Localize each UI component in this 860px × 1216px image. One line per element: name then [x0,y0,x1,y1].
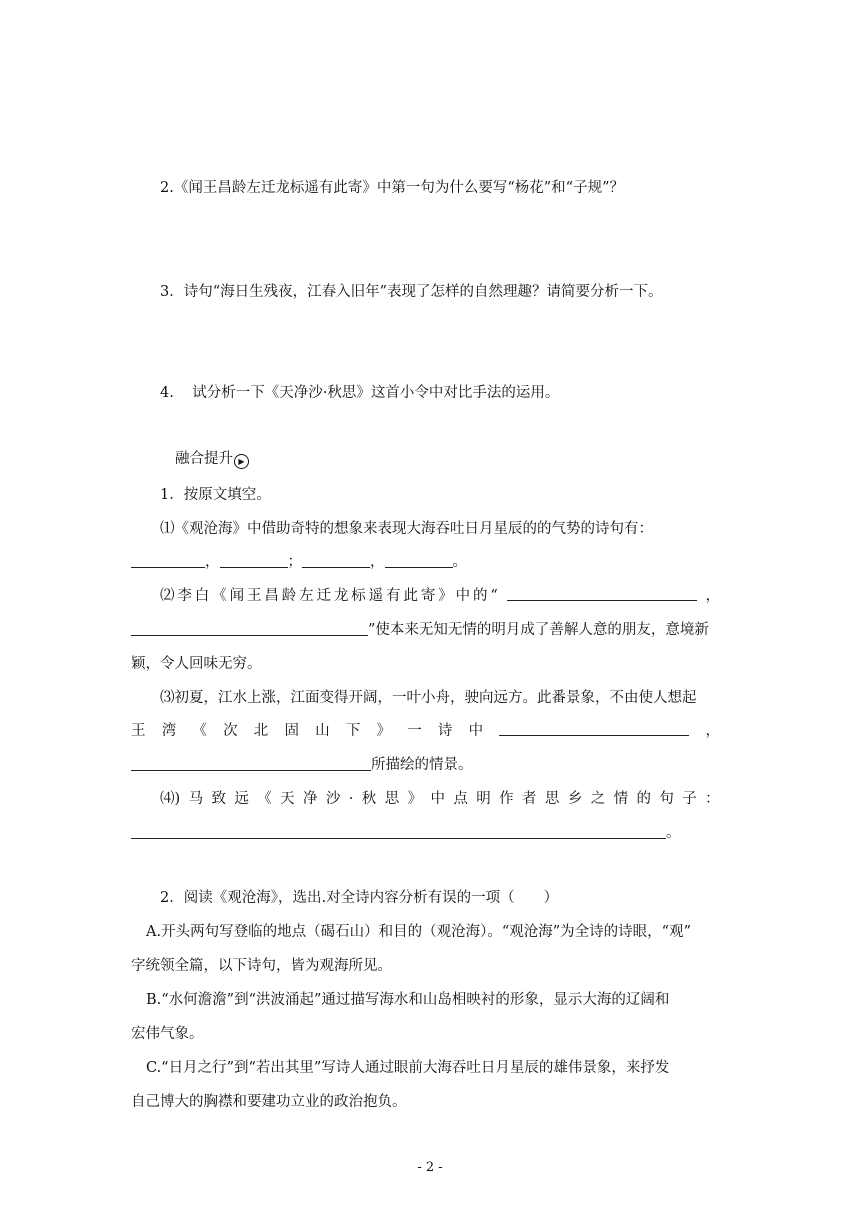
play-circle-icon: ▶ [234,454,249,469]
fill-item-4-line-1: ⑷) 马 致 远 《 天 净 沙 · 秋 思 》 中 点 明 作 者 思 乡 之 情 的 句 子 ： [160,791,720,807]
option-c-line-1: C.“日月之行”到“若出其里”写诗人通过眼前大海吞吐日月星辰的雄伟景象，来抒发 [146,1060,670,1076]
answer-blank[interactable] [385,553,453,568]
answer-blank[interactable] [131,756,371,771]
option-a-line-1: A.开头两句写登临的地点（碣石山）和目的（观沧海）。“观沧海”为全诗的诗眼，“观” [146,924,691,940]
fill-item-2-line-1: ⑵ 李 白 《 闻 王 昌 龄 左 迁 龙 标 遥 有 此 寄 》 中 的 “ ， [160,588,720,604]
answer-blank[interactable] [131,553,205,568]
fill-item-2-text: ⑵ 李 白 《 闻 王 昌 龄 左 迁 龙 标 遥 有 此 寄 》 中 的 “ [160,588,498,604]
answer-blank[interactable] [220,553,288,568]
fill-item-2-line-2: ”使本来无知无情的明月成了善解人意的朋友，意境新 [131,620,709,640]
fill-item-4-line-2: 。 [131,823,681,843]
question-3: 3．诗句“海日生残夜，江春入旧年”表现了怎样的自然理趣？请简要分析一下。 [160,284,663,300]
fill-item-3-line-1: ⑶初夏，江水上涨，江面变得开阔，一叶小舟，驶向远方。此番景象，不由使人想起 [160,690,697,706]
fill-item-1-blanks: ， ； ， 。 [131,552,467,572]
question-2: 2.《闻王昌龄左迁龙标遥有此寄》中第一句为什么要写“杨花”和“子规”？ [160,180,624,196]
fill-item-2-line-3: 颖，令人回味无穷。 [131,656,262,672]
fill-item-3-line-3: 所描绘的情景。 [131,755,473,775]
answer-blank[interactable] [507,586,697,601]
option-a-line-2: 字统领全篇，以下诗句，皆为观海所见。 [131,958,392,974]
fill-item-1: ⑴《观沧海》中借助奇特的想象来表现大海吞吐日月星辰的的气势的诗句有： [160,521,653,537]
section-title: 融合提升 ▶ [175,449,249,469]
page-number: - 2 - [417,1160,443,1175]
answer-blank[interactable] [302,553,370,568]
fill-blank-title: 1．按原文填空。 [160,487,271,503]
fill-item-3-line-2: 王 湾 《 次 北 固 山 下 》 一 诗 中 ， [131,723,720,739]
answer-blank[interactable] [499,721,689,736]
answer-blank[interactable] [131,621,368,636]
option-b-line-1: B.“水何澹澹”到“洪波涌起”通过描写海水和山岛相映衬的形象，显示大海的辽阔和 [146,992,670,1008]
answer-blank[interactable] [131,824,666,839]
option-c-line-2: 自己博大的胸襟和要建功立业的政治抱负。 [131,1094,407,1110]
mc-question-stem: 2．阅读《观沧海》，选出.对全诗内容分析有误的一项（ ） [160,890,559,906]
option-b-line-2: 宏伟气象。 [131,1026,204,1042]
question-4: 4. 试分析一下《天净沙·秋思》这首小令中对比手法的运用。 [160,385,560,401]
